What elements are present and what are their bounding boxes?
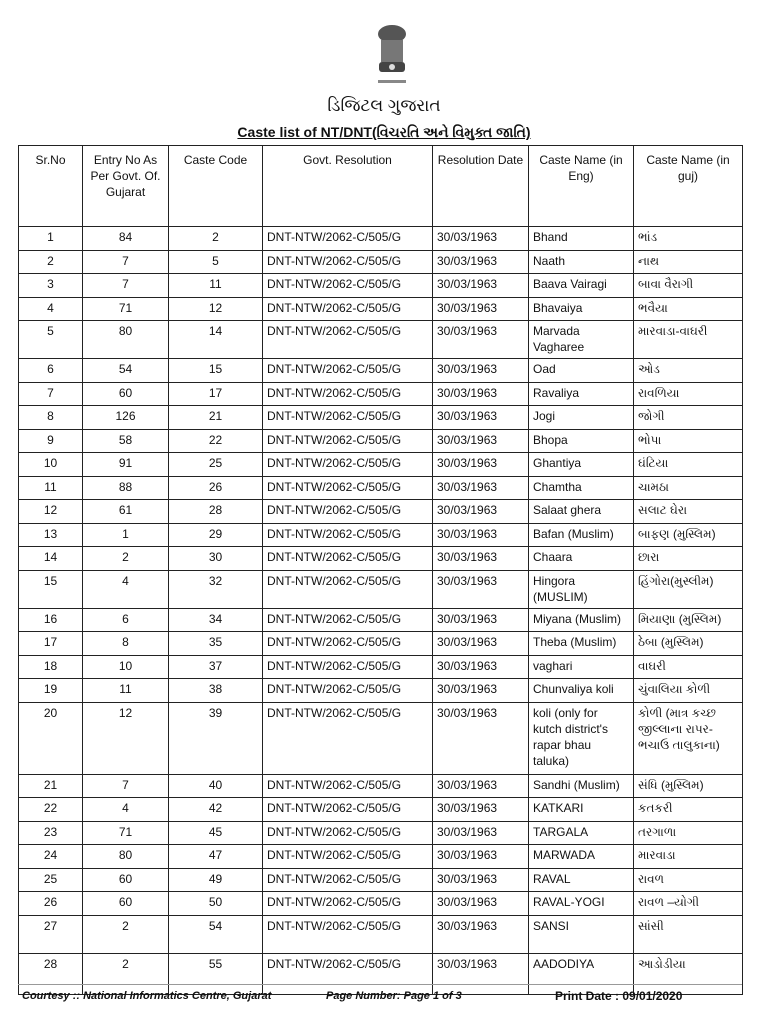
- table-cell: ઠેબા (મુસ્લિમ): [634, 632, 743, 656]
- table-cell: 2: [19, 250, 83, 274]
- table-cell: 12: [19, 500, 83, 524]
- table-cell: રાવળ: [634, 868, 743, 892]
- table-cell: KATKARI: [529, 798, 634, 822]
- table-cell: 9: [19, 429, 83, 453]
- table-cell: DNT-NTW/2062-C/505/G: [263, 250, 433, 274]
- table-cell: 71: [83, 297, 169, 321]
- table-row: [19, 359, 743, 383]
- table-cell: DNT-NTW/2062-C/505/G: [263, 892, 433, 916]
- table-cell: 84: [83, 227, 169, 251]
- table-row: [19, 798, 743, 822]
- table-cell: છારા: [634, 547, 743, 571]
- table-cell: 54: [169, 915, 263, 953]
- table-cell: DNT-NTW/2062-C/505/G: [263, 406, 433, 430]
- table-row: [19, 821, 743, 845]
- table-cell: 24: [19, 845, 83, 869]
- table-cell: 23: [19, 821, 83, 845]
- table-cell: 37: [169, 655, 263, 679]
- state-emblem-icon: [372, 22, 412, 92]
- table-cell: 47: [169, 845, 263, 869]
- table-cell: 15: [169, 359, 263, 383]
- footer-divider: [18, 984, 742, 985]
- table-cell: 13: [19, 523, 83, 547]
- table-cell: 30/03/1963: [433, 547, 529, 571]
- table-cell: 45: [169, 821, 263, 845]
- table-cell: 4: [83, 798, 169, 822]
- table-cell: 8: [83, 632, 169, 656]
- table-cell: Baava Vairagi: [529, 274, 634, 298]
- table-cell: 88: [83, 476, 169, 500]
- table-cell: ભાંડ: [634, 227, 743, 251]
- table-cell: DNT-NTW/2062-C/505/G: [263, 227, 433, 251]
- table-cell: koli (only for kutch district's rapar bhau taluka): [529, 702, 634, 774]
- column-header: Entry No As Per Govt. Of. Gujarat: [83, 146, 169, 227]
- table-row: [19, 774, 743, 798]
- table-row: [19, 250, 743, 274]
- table-cell: ચુંવાલિયા કોળી: [634, 679, 743, 703]
- column-header: Resolution Date: [433, 146, 529, 227]
- table-cell: Chunvaliya koli: [529, 679, 634, 703]
- table-cell: 19: [19, 679, 83, 703]
- table-cell: Hingora (MUSLIM): [529, 570, 634, 608]
- table-cell: 10: [19, 453, 83, 477]
- table-cell: ઘંટિયા: [634, 453, 743, 477]
- table-cell: 11: [169, 274, 263, 298]
- table-cell: 4: [83, 570, 169, 608]
- table-cell: Theba (Muslim): [529, 632, 634, 656]
- table-cell: 58: [83, 429, 169, 453]
- table-cell: DNT-NTW/2062-C/505/G: [263, 570, 433, 608]
- table-cell: 49: [169, 868, 263, 892]
- table-cell: DNT-NTW/2062-C/505/G: [263, 274, 433, 298]
- table-row: [19, 608, 743, 632]
- table-cell: રાવળ –યોગી: [634, 892, 743, 916]
- table-cell: હિંગોરા(મુસ્લીમ): [634, 570, 743, 608]
- table-cell: DNT-NTW/2062-C/505/G: [263, 429, 433, 453]
- table-cell: સલાટ ઘેરા: [634, 500, 743, 524]
- table-row: [19, 845, 743, 869]
- table-cell: 50: [169, 892, 263, 916]
- table-cell: 4: [19, 297, 83, 321]
- table-cell: ભવૈયા: [634, 297, 743, 321]
- table-cell: 2: [83, 547, 169, 571]
- table-row: [19, 702, 743, 774]
- table-cell: Marvada Vagharee: [529, 321, 634, 359]
- table-row: [19, 297, 743, 321]
- table-cell: મારવાડા: [634, 845, 743, 869]
- table-cell: 80: [83, 845, 169, 869]
- table-cell: 7: [19, 382, 83, 406]
- table-row: [19, 523, 743, 547]
- table-cell: 25: [19, 868, 83, 892]
- table-cell: DNT-NTW/2062-C/505/G: [263, 915, 433, 953]
- table-cell: 15: [19, 570, 83, 608]
- table-cell: RAVAL: [529, 868, 634, 892]
- table-cell: DNT-NTW/2062-C/505/G: [263, 359, 433, 383]
- table-cell: DNT-NTW/2062-C/505/G: [263, 679, 433, 703]
- table-row: [19, 868, 743, 892]
- table-row: [19, 321, 743, 359]
- table-cell: DNT-NTW/2062-C/505/G: [263, 523, 433, 547]
- table-cell: 30/03/1963: [433, 845, 529, 869]
- table-cell: 26: [169, 476, 263, 500]
- table-cell: 30/03/1963: [433, 476, 529, 500]
- table-cell: બાવા વૈરાગી: [634, 274, 743, 298]
- table-cell: 21: [19, 774, 83, 798]
- column-header: Caste Name (in Eng): [529, 146, 634, 227]
- table-cell: 22: [169, 429, 263, 453]
- column-header: Sr.No: [19, 146, 83, 227]
- table-cell: બાફણ (મુસ્લિમ): [634, 523, 743, 547]
- table-cell: 27: [19, 915, 83, 953]
- table-row: [19, 382, 743, 406]
- table-cell: 30/03/1963: [433, 429, 529, 453]
- table-cell: તરગાળા: [634, 821, 743, 845]
- table-row: [19, 547, 743, 571]
- table-cell: vaghari: [529, 655, 634, 679]
- table-cell: 30/03/1963: [433, 227, 529, 251]
- table-cell: આડોડીયા: [634, 953, 743, 994]
- table-cell: Bhand: [529, 227, 634, 251]
- table-cell: 12: [169, 297, 263, 321]
- table-cell: મિયાણા (મુસ્લિમ): [634, 608, 743, 632]
- table-row: [19, 274, 743, 298]
- table-cell: 30/03/1963: [433, 250, 529, 274]
- table-cell: 2: [169, 227, 263, 251]
- table-cell: DNT-NTW/2062-C/505/G: [263, 608, 433, 632]
- table-cell: 39: [169, 702, 263, 774]
- table-cell: 17: [19, 632, 83, 656]
- table-row: [19, 227, 743, 251]
- table-row: [19, 679, 743, 703]
- column-header: Caste Code: [169, 146, 263, 227]
- table-cell: DNT-NTW/2062-C/505/G: [263, 297, 433, 321]
- table-cell: DNT-NTW/2062-C/505/G: [263, 382, 433, 406]
- table-cell: 34: [169, 608, 263, 632]
- table-cell: 29: [169, 523, 263, 547]
- table-cell: 22: [19, 798, 83, 822]
- table-cell: ચામઠા: [634, 476, 743, 500]
- table-cell: સંધિ (મુસ્લિમ): [634, 774, 743, 798]
- table-row: [19, 915, 743, 953]
- table-cell: 20: [19, 702, 83, 774]
- table-cell: 11: [19, 476, 83, 500]
- table-cell: 60: [83, 868, 169, 892]
- table-cell: RAVAL-YOGI: [529, 892, 634, 916]
- table-cell: 6: [83, 608, 169, 632]
- table-cell: DNT-NTW/2062-C/505/G: [263, 547, 433, 571]
- table-cell: 16: [19, 608, 83, 632]
- table-cell: Bhavaiya: [529, 297, 634, 321]
- table-cell: કોળી (માત્ર કચ્છ જીલ્લાના રાપર- ભચાઉ તાલુકાના): [634, 702, 743, 774]
- table-row: [19, 500, 743, 524]
- table-cell: વાઘરી: [634, 655, 743, 679]
- table-cell: 11: [83, 679, 169, 703]
- table-cell: 40: [169, 774, 263, 798]
- table-cell: 2: [83, 915, 169, 953]
- table-cell: Jogi: [529, 406, 634, 430]
- table-cell: 30/03/1963: [433, 774, 529, 798]
- table-cell: 12: [83, 702, 169, 774]
- table-cell: 2: [83, 953, 169, 994]
- table-cell: 18: [19, 655, 83, 679]
- table-cell: AADODIYA: [529, 953, 634, 994]
- table-cell: DNT-NTW/2062-C/505/G: [263, 476, 433, 500]
- table-row: [19, 453, 743, 477]
- table-cell: 30/03/1963: [433, 297, 529, 321]
- table-cell: 3: [19, 274, 83, 298]
- table-cell: SANSI: [529, 915, 634, 953]
- table-cell: 30/03/1963: [433, 702, 529, 774]
- table-cell: 30/03/1963: [433, 274, 529, 298]
- table-cell: 1: [83, 523, 169, 547]
- table-cell: 30/03/1963: [433, 953, 529, 994]
- table-cell: Bafan (Muslim): [529, 523, 634, 547]
- table-cell: 30/03/1963: [433, 570, 529, 608]
- table-cell: 32: [169, 570, 263, 608]
- table-cell: 30/03/1963: [433, 500, 529, 524]
- table-cell: 30/03/1963: [433, 321, 529, 359]
- table-cell: 28: [19, 953, 83, 994]
- table-cell: 30/03/1963: [433, 655, 529, 679]
- table-cell: ભોપા: [634, 429, 743, 453]
- table-cell: નાથ: [634, 250, 743, 274]
- table-cell: 1: [19, 227, 83, 251]
- table-cell: 91: [83, 453, 169, 477]
- table-cell: Ravaliya: [529, 382, 634, 406]
- table-cell: Naath: [529, 250, 634, 274]
- table-row: [19, 655, 743, 679]
- table-cell: DNT-NTW/2062-C/505/G: [263, 655, 433, 679]
- table-cell: DNT-NTW/2062-C/505/G: [263, 845, 433, 869]
- column-header: Govt. Resolution: [263, 146, 433, 227]
- table-cell: 35: [169, 632, 263, 656]
- table-cell: 10: [83, 655, 169, 679]
- table-cell: Salaat ghera: [529, 500, 634, 524]
- table-cell: DNT-NTW/2062-C/505/G: [263, 321, 433, 359]
- table-cell: DNT-NTW/2062-C/505/G: [263, 821, 433, 845]
- table-cell: Miyana (Muslim): [529, 608, 634, 632]
- table-cell: Sandhi (Muslim): [529, 774, 634, 798]
- footer-courtesy: Courtesy :: National Informatics Centre, Gujarat: [22, 990, 272, 1002]
- table-cell: 30/03/1963: [433, 382, 529, 406]
- table-cell: કતકરી: [634, 798, 743, 822]
- table-cell: 30: [169, 547, 263, 571]
- table-row: [19, 570, 743, 608]
- table-cell: DNT-NTW/2062-C/505/G: [263, 798, 433, 822]
- caste-list-table: [18, 145, 743, 995]
- column-header: Caste Name (in guj): [634, 146, 743, 227]
- table-cell: 14: [19, 547, 83, 571]
- table-cell: DNT-NTW/2062-C/505/G: [263, 500, 433, 524]
- table-cell: 17: [169, 382, 263, 406]
- table-cell: જોગી: [634, 406, 743, 430]
- table-cell: 8: [19, 406, 83, 430]
- table-cell: DNT-NTW/2062-C/505/G: [263, 953, 433, 994]
- table-cell: Bhopa: [529, 429, 634, 453]
- table-cell: 30/03/1963: [433, 632, 529, 656]
- table-cell: 38: [169, 679, 263, 703]
- table-cell: 126: [83, 406, 169, 430]
- table-cell: મારવાડા-વાઘરી: [634, 321, 743, 359]
- table-cell: DNT-NTW/2062-C/505/G: [263, 702, 433, 774]
- table-cell: 30/03/1963: [433, 406, 529, 430]
- table-cell: 5: [19, 321, 83, 359]
- page-title: Caste list of NT/DNT(વિચરતિ અને વિમુક્ત જાતિ): [237, 124, 531, 140]
- table-cell: 21: [169, 406, 263, 430]
- table-cell: 55: [169, 953, 263, 994]
- table-cell: TARGALA: [529, 821, 634, 845]
- table-cell: Chamtha: [529, 476, 634, 500]
- table-row: [19, 406, 743, 430]
- table-cell: 42: [169, 798, 263, 822]
- table-cell: 60: [83, 382, 169, 406]
- table-cell: 30/03/1963: [433, 359, 529, 383]
- table-cell: 30/03/1963: [433, 608, 529, 632]
- table-cell: રાવળિયા: [634, 382, 743, 406]
- table-cell: MARWADA: [529, 845, 634, 869]
- table-cell: 61: [83, 500, 169, 524]
- table-cell: 80: [83, 321, 169, 359]
- table-cell: Chaara: [529, 547, 634, 571]
- table-cell: Ghantiya: [529, 453, 634, 477]
- table-cell: 26: [19, 892, 83, 916]
- table-row: [19, 476, 743, 500]
- table-cell: 6: [19, 359, 83, 383]
- table-cell: 30/03/1963: [433, 821, 529, 845]
- table-cell: DNT-NTW/2062-C/505/G: [263, 868, 433, 892]
- page-title-gujarati: ડિજિટલ ગુજરાત: [327, 96, 441, 115]
- table-cell: ઓડ: [634, 359, 743, 383]
- footer-page-number: Page Number: Page 1 of 3: [326, 990, 462, 1002]
- table-row: [19, 429, 743, 453]
- table-cell: 7: [83, 774, 169, 798]
- table-cell: DNT-NTW/2062-C/505/G: [263, 453, 433, 477]
- table-cell: 30/03/1963: [433, 453, 529, 477]
- table-cell: 71: [83, 821, 169, 845]
- table-cell: Oad: [529, 359, 634, 383]
- table-cell: DNT-NTW/2062-C/505/G: [263, 774, 433, 798]
- footer-print-date: Print Date : 09/01/2020: [555, 989, 683, 1003]
- table-cell: 30/03/1963: [433, 892, 529, 916]
- table-cell: 7: [83, 250, 169, 274]
- table-cell: 30/03/1963: [433, 523, 529, 547]
- table-row: [19, 953, 743, 994]
- table-row: [19, 632, 743, 656]
- table-row: [19, 892, 743, 916]
- table-cell: 30/03/1963: [433, 679, 529, 703]
- table-cell: 14: [169, 321, 263, 359]
- table-cell: 54: [83, 359, 169, 383]
- table-cell: 28: [169, 500, 263, 524]
- table-cell: 25: [169, 453, 263, 477]
- table-cell: 30/03/1963: [433, 915, 529, 953]
- table-cell: 30/03/1963: [433, 798, 529, 822]
- table-cell: 60: [83, 892, 169, 916]
- table-cell: 7: [83, 274, 169, 298]
- table-cell: સાંસી: [634, 915, 743, 953]
- table-cell: 30/03/1963: [433, 868, 529, 892]
- table-cell: 5: [169, 250, 263, 274]
- table-cell: DNT-NTW/2062-C/505/G: [263, 632, 433, 656]
